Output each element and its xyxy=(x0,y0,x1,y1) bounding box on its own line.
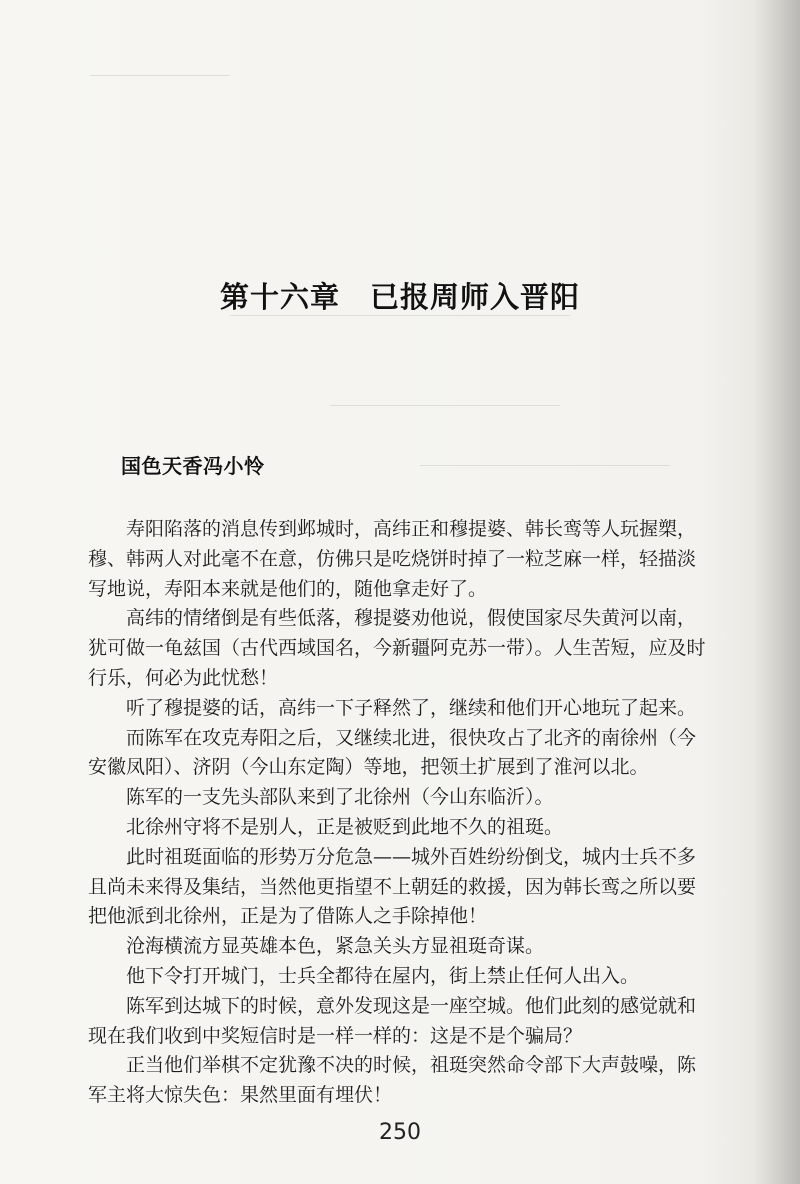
paragraph: 听了穆提婆的话，高纬一下子释然了，继续和他们开心地玩了起来。 xyxy=(126,696,697,719)
show-through-line xyxy=(330,405,560,406)
paragraph: 此时祖珽面临的形势万分危急——城外百姓纷纷倒戈，城内士兵不多且尚未来得及集结，当然他更指望不上朝廷的救援，因为韩长鸾之所以要把他派到北徐州，正是为了借陈人之手除掉他！ xyxy=(88,845,697,928)
paragraph: 沧海横流方显英雄本色，紧急关头方显祖珽奇谋。 xyxy=(126,935,545,958)
page-gutter-shadow xyxy=(752,0,800,1184)
paragraph: 陈军的一支先头部队来到了北徐州（今山东临沂）。 xyxy=(126,786,554,809)
paragraph: 寿阳陷落的消息传到邺城时，高纬正和穆提婆、韩长鸾等人玩握槊，穆、韩两人对此毫不在意，仿佛只是吃烧饼时掉了一粒芝麻一样，轻描淡写地说，寿阳本来就是他们的，随他拿走好了。 xyxy=(88,518,697,600)
section-title: 国色天香冯小怜 xyxy=(121,454,265,478)
paragraph: 而陈军在攻克寿阳之后，又继续北进，很快攻占了北齐的南徐州（今安徽凤阳）、济阴（今山东定陶）等地，把领土扩展到了淮河以北。 xyxy=(88,726,697,779)
show-through-line xyxy=(420,465,670,466)
paragraph: 正当他们举棋不定犹豫不决的时候，祖珽突然命令部下大声鼓噪，陈军主将大惊失色：果然里面有埋伏！ xyxy=(88,1054,697,1107)
chapter-title: 第十六章 已报周师入晋阳 xyxy=(219,280,580,314)
show-through-line xyxy=(90,75,230,76)
paragraph: 高纬的情绪倒是有些低落，穆提婆劝他说，假使国家尽失黄河以南，犹可做一龟兹国（古代西域国名，今新疆阿克苏一带）。人生苦短，应及时行乐，何必为此忧愁！ xyxy=(88,607,706,689)
paragraph: 陈军到达城下的时候，意外发现这是一座空城。他们此刻的感觉就和现在我们收到中奖短信时是一样一样的：这是不是个骗局？ xyxy=(88,994,697,1047)
paragraph: 北徐州守将不是别人，正是被贬到此地不久的祖珽。 xyxy=(126,815,564,838)
paragraph: 他下令打开城门，士兵全都待在屋内，街上禁止任何人出入。 xyxy=(126,964,640,987)
body-text xyxy=(88,515,708,1111)
page-number: 250 xyxy=(379,1120,421,1145)
